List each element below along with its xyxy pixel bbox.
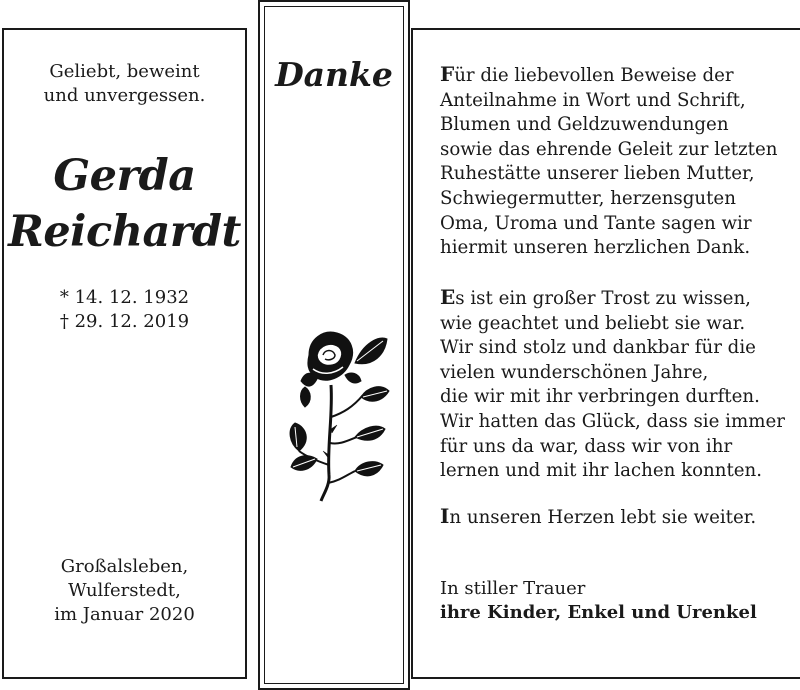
center-frame bbox=[258, 0, 410, 690]
right-panel bbox=[411, 28, 800, 679]
danke-heading: Danke bbox=[275, 55, 393, 94]
rose-icon bbox=[287, 325, 391, 503]
text-line: die wir mit ihr verbringen durften. bbox=[440, 386, 760, 408]
text-line: Schwiegermutter, herzensguten bbox=[440, 187, 736, 209]
motto bbox=[4, 60, 245, 108]
text-line: hiermit unseren herzlichen Dank. bbox=[440, 237, 751, 259]
signers: ihre Kinder, Enkel und Urenkel bbox=[440, 602, 757, 623]
motto-line: Geliebt, beweint bbox=[49, 61, 200, 82]
text-line: wie geachtet und beliebt sie war. bbox=[440, 312, 746, 334]
text-line: Wir hatten das Glück, dass sie immer bbox=[440, 410, 785, 432]
closing-block bbox=[440, 577, 757, 625]
text-line: Es ist ein großer Trost zu wissen, bbox=[440, 285, 751, 309]
comfort-paragraph bbox=[440, 285, 790, 484]
place-line: Wulferstedt, bbox=[68, 580, 181, 601]
text-line: Anteilnahme in Wort und Schrift, bbox=[440, 89, 746, 111]
deceased-last-name: Reichardt bbox=[8, 207, 241, 257]
center-inner-frame bbox=[264, 6, 404, 684]
text-line: vielen wunderschönen Jahre, bbox=[440, 361, 709, 383]
thanks-paragraph bbox=[440, 62, 790, 261]
text-line: Für die liebevollen Beweise der bbox=[440, 62, 734, 86]
place-and-date bbox=[4, 555, 245, 627]
place-line: im Januar 2020 bbox=[54, 604, 195, 625]
life-dates bbox=[4, 286, 245, 334]
motto-line: und unvergessen. bbox=[43, 85, 206, 106]
text-line: sowie das ehrende Geleit zur letzten bbox=[440, 138, 778, 160]
place-line: Großalsleben, bbox=[60, 556, 189, 577]
text-line: Blumen und Geldzuwendungen bbox=[440, 114, 729, 136]
left-panel bbox=[2, 28, 247, 679]
closing-line: In stiller Trauer bbox=[440, 578, 586, 599]
text-line: Wir sind stolz und dankbar für die bbox=[440, 337, 756, 359]
death-date: † 29. 12. 2019 bbox=[59, 311, 190, 332]
text-line: lernen und mit ihr lachen konnten. bbox=[440, 460, 763, 482]
text-line: Oma, Uroma und Tante sagen wir bbox=[440, 212, 752, 234]
text-line: In unseren Herzen lebt sie weiter. bbox=[440, 504, 757, 528]
birth-date: * 14. 12. 1932 bbox=[59, 287, 190, 308]
text-line: Ruhestätte unserer lieben Mutter, bbox=[440, 163, 755, 185]
deceased-first-name: Gerda bbox=[53, 151, 196, 201]
memory-paragraph bbox=[440, 504, 790, 531]
text-line: für uns da war, dass wir von ihr bbox=[440, 435, 733, 457]
